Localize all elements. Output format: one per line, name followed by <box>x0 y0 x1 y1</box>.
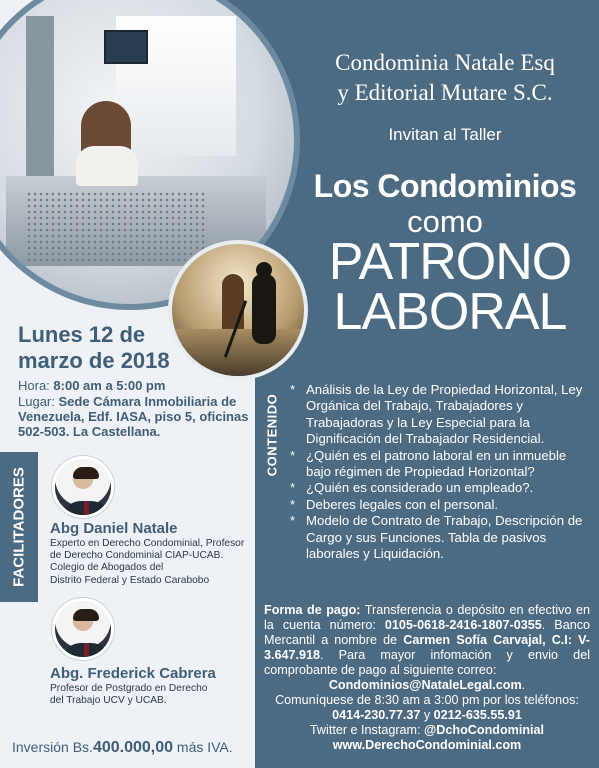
price-amount: 400.000,00 <box>92 739 174 756</box>
desc-line: del Trabajo UCV y UCAB. <box>50 695 167 707</box>
website-link[interactable]: www.DerechoCondominial.com <box>332 738 522 752</box>
phones-join: y <box>420 708 434 722</box>
title-line-2: como <box>407 204 483 239</box>
social-label: Twitter e Instagram: <box>309 723 425 737</box>
list-item: * Análisis de la Ley de Propiedad Horizontal, Ley Orgánica del Trabajo, Trabajadores y Trabajadoras y la Ley Especial para la Dignificación del Trabajador Residencial. <box>290 382 590 448</box>
payment-label: Forma de pago: <box>264 603 361 617</box>
payment-text: . Para mayor infomación y envio del comprobante de pago al siguiente correo: <box>264 648 590 677</box>
email-line <box>264 678 590 693</box>
email-link[interactable]: Condominios@NataleLegal.com <box>328 678 522 692</box>
desc-line: de Derecho Condominial CIAP-UCAB. <box>50 550 224 562</box>
social-line <box>264 723 590 738</box>
price-suffix: más IVA. <box>173 739 233 755</box>
title-line-1: Los Condominios <box>313 168 577 204</box>
account-number: 0105-0618-2416-1807-0355 <box>384 618 542 632</box>
lugar-value: Sede Cámara Inmobiliaria de Venezuela, Edf. IASA, piso 5, oficinas 502-503. La Castellana. <box>18 394 249 439</box>
lugar-label: Lugar: <box>18 394 55 409</box>
date-line-1: Lunes 12 de <box>18 322 146 347</box>
contenido-list <box>290 382 590 562</box>
desc-line: Profesor de Postgrado en Derecho <box>50 683 208 694</box>
avatar <box>52 456 114 518</box>
phone-1[interactable]: 0414-230.77.37 <box>332 708 421 722</box>
list-item: * ¿Quién es considerado un empleado?. <box>290 480 590 496</box>
phone-2[interactable]: 0212-635.55.91 <box>433 708 522 722</box>
account-holder: Carmen Sofía Carvajal, C.I: V- 3.647.918 <box>264 633 590 662</box>
payment-info <box>264 603 590 753</box>
price <box>12 739 252 757</box>
org-line-2: y Editorial Mutare S.C. <box>337 80 553 105</box>
phones-intro: Comuníquese de 8:30 am a 3:00 pm por los teléfonos: <box>275 693 579 707</box>
social-handle[interactable]: @DchoCondominial <box>424 723 545 737</box>
facilitator-name: Abg. Frederick Cabrera <box>50 665 216 682</box>
contenido-tab-label: CONTENIDO <box>264 393 280 477</box>
title-line-4: LABORAL <box>333 283 567 341</box>
facilitadores-tab-label: FACILITADORES <box>10 467 28 587</box>
facilitator-name: Abg Daniel Natale <box>50 520 178 537</box>
payment-text: Transferencia o depósito en efectivo en la cuenta número: <box>264 603 590 632</box>
facilitator-description <box>50 683 260 707</box>
title-line-3: PATRONO <box>328 233 572 291</box>
facilitadores-tab <box>0 452 38 602</box>
desc-line: Experto en Derecho Condominial, Profesor <box>50 538 245 549</box>
list-item: * ¿Quién es el patrono laboral en un inmueble bajo régimen de Propiedad Horizontal? <box>290 448 590 481</box>
avatar <box>52 598 114 660</box>
hora-label: Hora: <box>18 378 50 393</box>
facilitator-description <box>50 538 260 587</box>
invite-text: Invitan al Taller <box>388 125 502 144</box>
contenido-tab <box>258 385 286 485</box>
event-location <box>18 394 258 439</box>
org-line-1: Condominia Natale Esq <box>335 50 555 75</box>
phones-line <box>264 708 590 723</box>
price-prefix: Inversión Bs. <box>12 739 93 755</box>
hora-value: 8:00 am a 5:00 pm <box>53 378 166 393</box>
list-item: * Modelo de Contrato de Trabajo, Descripción de Cargo y sus Funciones. Tabla de pasivos laborales y Liquidación. <box>290 513 590 562</box>
tv-screen-icon <box>104 30 148 64</box>
event-time <box>18 378 258 393</box>
payment-text: . <box>521 678 526 692</box>
desc-line: Distrito Federal y Estado Carabobo <box>50 574 210 586</box>
payment-text: . Banco Mercantil a nombre de <box>264 618 590 647</box>
website-line <box>264 738 590 753</box>
organizers <box>300 48 590 108</box>
date-line-2: marzo de 2018 <box>18 348 170 373</box>
event-date <box>18 322 258 374</box>
desc-line: Colegio de Abogados del <box>50 562 164 574</box>
list-item: * Deberes legales con el personal. <box>290 497 590 513</box>
